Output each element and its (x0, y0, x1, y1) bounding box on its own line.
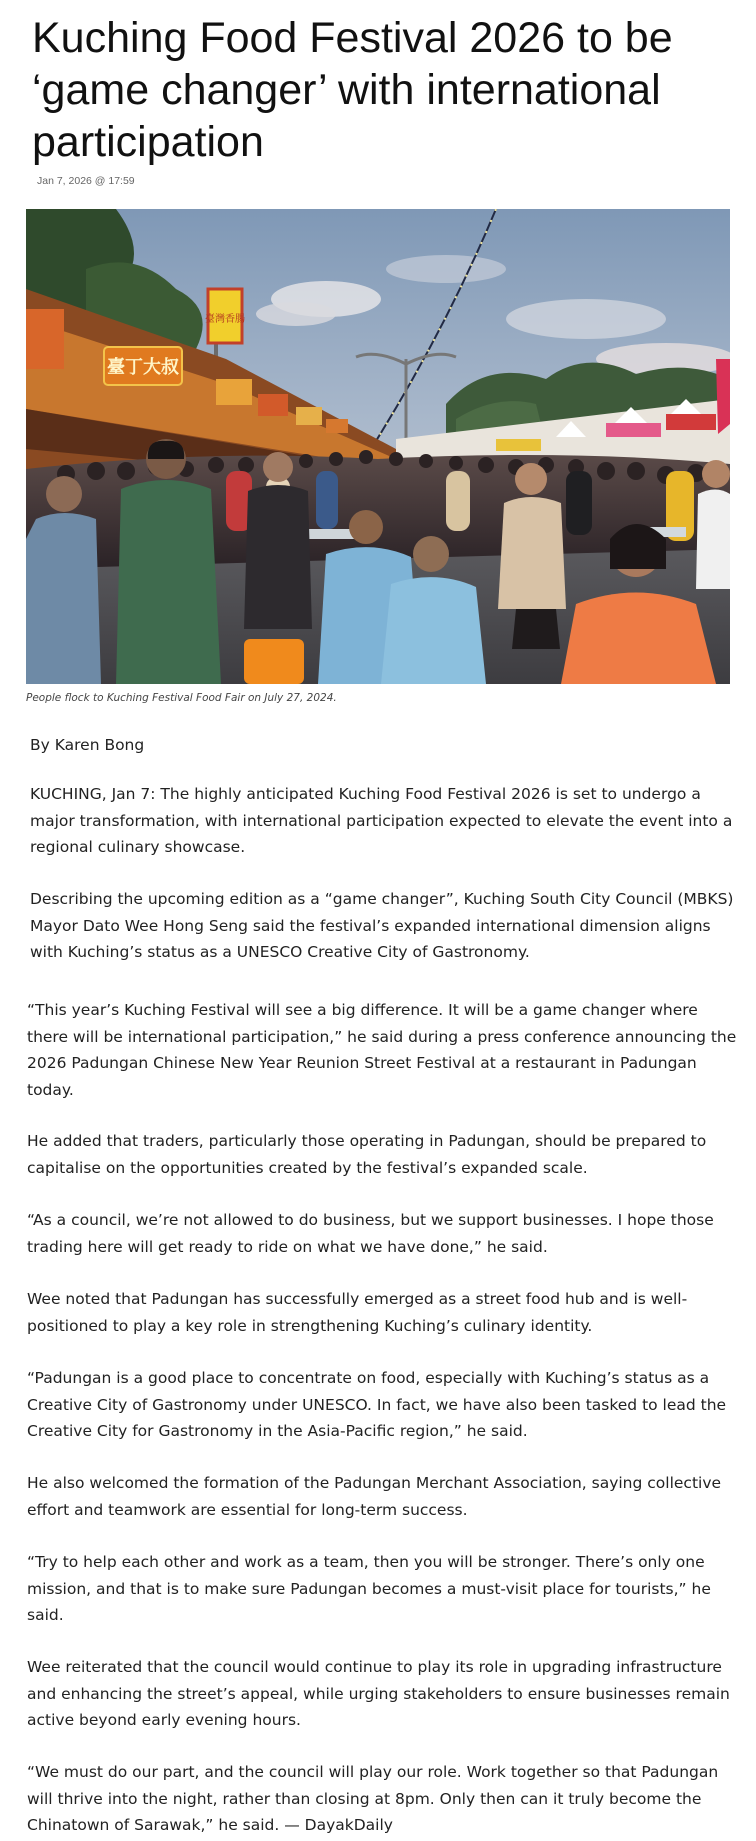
svg-text:臺灣香腸: 臺灣香腸 (205, 314, 245, 325)
article-paragraph: He also welcomed the formation of the Padungan Merchant Association, saying collective effort and teamwork are essential for long-term success. (27, 1474, 722, 1519)
article-paragraph: Describing the upcoming edition as a “game changer”, Kuching South City Council (MBKS) Mayor Dato Wee Hong Seng said the festival’s expanded international dimension aligns with Kuching’s status as a UNESCO Creative City of Gastronomy. (30, 890, 734, 961)
article-hero-image (26, 209, 730, 684)
image-caption: People flock to Kuching Festival Food Fair on July 27, 2024. (26, 692, 337, 704)
article-byline: By Karen Bong (30, 736, 145, 754)
article-paragraph: Wee reiterated that the council would continue to play its role in upgrading infrastructure and enhancing the street’s appeal, while urging stakeholders to ensure businesses remain active beyond early evening hours. (27, 1658, 730, 1729)
article-paragraph: “This year’s Kuching Festival will see a big difference. It will be a game changer where there will be international participation,” he said during a press conference announcing the 2026 Padungan Chinese New Year Reunion Street Festival at a restaurant in Padungan today. (27, 1001, 737, 1099)
article-paragraph: “We must do our part, and the council will play our role. Work together so that Padungan will thrive into the night, rather than closing at 8pm. Only then can it truly become the Chinatown of Sarawak,” he said. — DayakDaily (27, 1763, 719, 1834)
article-paragraph: He added that traders, particularly those operating in Padungan, should be prepared to capitalise on the opportunities created by the festival’s expanded scale. (27, 1132, 707, 1177)
article-paragraph: “Try to help each other and work as a team, then you will be stronger. There’s only one mission, and that is to make sure Padungan becomes a must-visit place for tourists,” he said. (27, 1553, 711, 1624)
article-paragraph: “Padungan is a good place to concentrate on food, especially with Kuching’s status as a Creative City of Gastronomy under UNESCO. In fact, we have also been tasked to lead the Creative City for Gastronomy in the Asia-Pacific region,” he said. (27, 1369, 727, 1440)
svg-text:臺丁大叔: 臺丁大叔 (107, 357, 179, 378)
article-date: Jan 7, 2026 @ 17:59 (37, 175, 135, 187)
article-paragraph: “As a council, we’re not allowed to do business, but we support businesses. I hope those trading here will get ready to ride on what we have done,” he said. (27, 1211, 714, 1256)
article-paragraph: KUCHING, Jan 7: The highly anticipated Kuching Food Festival 2026 is set to undergo a major transformation, with international participation expected to elevate the event into a regional culinary showcase. (30, 785, 733, 856)
festival-crowd-photo (26, 209, 730, 684)
article-paragraph: Wee noted that Padungan has successfully emerged as a street food hub and is well-positioned to play a key role in strengthening Kuching’s culinary identity. (27, 1290, 688, 1335)
article-headline: Kuching Food Festival 2026 to be ‘game changer’ with international participation (32, 14, 673, 166)
